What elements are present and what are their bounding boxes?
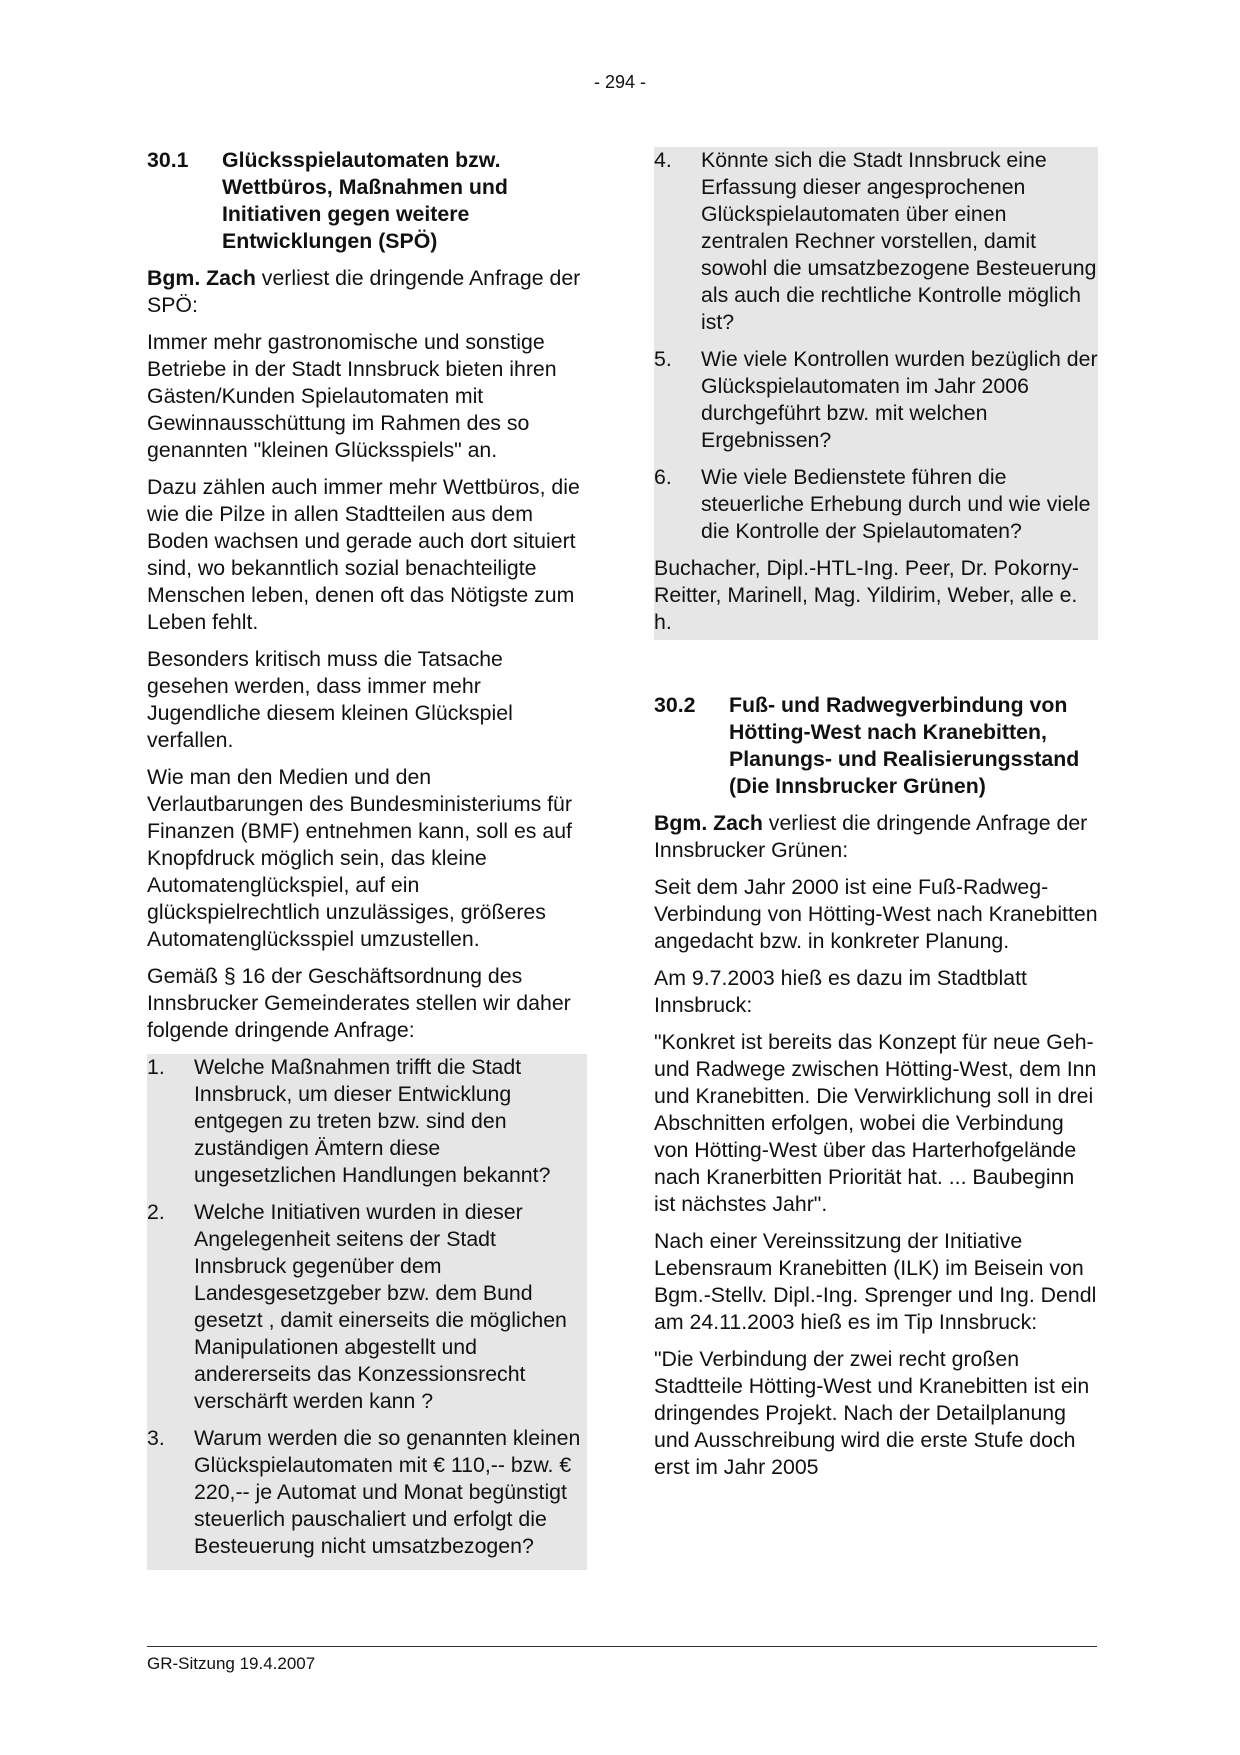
question-list-part-1 <box>147 1054 587 1570</box>
question-item <box>147 1425 587 1570</box>
question-text: Wie viele Kontrollen wurden bezüglich der Glückspielautomaten im Jahr 2006 durchgeführt bzw. mit welchen Ergebnissen? <box>701 347 1098 452</box>
question-number: 3. <box>147 1426 165 1450</box>
section-number: 30.1 <box>147 148 189 172</box>
intro-text: verliest die dringende Anfrage der SPÖ: <box>147 266 581 317</box>
question-item <box>147 1054 587 1199</box>
question-item <box>147 1199 587 1425</box>
paragraph: Besonders kritisch muss die Tatsache gesehen werden, dass immer mehr Jugendliche diesem kleinen Glückspiel verfallen. <box>147 647 513 752</box>
question-item <box>654 464 1098 555</box>
paragraph: Seit dem Jahr 2000 ist eine Fuß-Radweg-Verbindung von Hötting-West nach Kranebitten angedacht bzw. in konkreter Planung. <box>654 875 1098 953</box>
right-column <box>654 147 1098 1491</box>
section-title: Glücksspielautomaten bzw. Wettbüros, Maßnahmen und Initiativen gegen weitere Entwicklungen (SPÖ) <box>222 148 508 253</box>
question-text: Warum werden die so genannten kleinen Glückspielautomaten mit € 110,-- bzw. € 220,-- je Automat und Monat begünstigt steuerlich pauschaliert und erfolgt die Besteuerung nicht umsatzbezogen? <box>194 1426 581 1558</box>
question-text: Wie viele Bedienstete führen die steuerliche Erhebung durch und wie viele die Kontrolle der Spielautomaten? <box>701 465 1091 543</box>
section-title: Fuß- und Radwegverbindung von Hötting-West nach Kranebitten, Planungs- und Realisierungsstand (Die Innsbrucker Grünen) <box>729 693 1080 798</box>
question-list-part-2 <box>654 147 1098 640</box>
paragraph: Wie man den Medien und den Verlautbarungen des Bundesministeriums für Finanzen (BMF) entnehmen kann, soll es auf Knopfdruck möglich sein, das kleine Automatenglückspiel, auf ein glückspielrechtlich unzulässiges, größeres Automatenglücksspiel umzustellen. <box>147 765 572 951</box>
question-number: 5. <box>654 347 672 371</box>
question-text: Welche Initiativen wurden in dieser Angelegenheit seitens der Stadt Innsbruck gegenüber dem Landesgesetzgeber bzw. dem Bund gesetzt , damit einerseits die möglichen Manipulationen abgestellt und andererseits das Konzessionsrecht verschärft werden kann ? <box>194 1200 567 1413</box>
speaker-name: Bgm. Zach <box>654 811 763 835</box>
question-text: Könnte sich die Stadt Innsbruck eine Erfassung dieser angesprochenen Glückspielautomaten über einen zentralen Rechner vorstellen, damit sowohl die umsatzbezogene Besteuerung als auch die rechtliche Kontrolle möglich ist? <box>701 148 1097 334</box>
question-number: 1. <box>147 1055 165 1079</box>
speaker-name: Bgm. Zach <box>147 266 256 290</box>
signers: Buchacher, Dipl.-HTL-Ing. Peer, Dr. Pokorny-Reitter, Marinell, Mag. Yildirim, Weber, alle e. h. <box>654 556 1079 634</box>
paragraph: Dazu zählen auch immer mehr Wettbüros, die wie die Pilze in allen Stadtteilen aus dem Boden wachsen und gerade auch dort situiert sind, wo bekanntlich sozial benachteiligte Menschen leben, denen oft das Nötigste zum Leben fehlt. <box>147 475 580 634</box>
question-number: 6. <box>654 465 672 489</box>
intro-paragraph <box>654 810 1098 864</box>
quote-paragraph: "Die Verbindung der zwei recht großen Stadtteile Hötting-West und Kranebitten ist ein dringendes Projekt. Nach der Detailplanung und Ausschreibung wird die erste Stufe doch erst im Jahr 2005 <box>654 1347 1090 1479</box>
intro-text: verliest die dringende Anfrage der Innsbrucker Grünen: <box>654 811 1088 862</box>
section-heading-30-1 <box>147 147 587 255</box>
question-number: 2. <box>147 1200 165 1224</box>
question-item <box>654 346 1098 464</box>
intro-paragraph <box>147 265 587 319</box>
question-item <box>654 147 1098 346</box>
paragraph: Nach einer Vereinssitzung der Initiative Lebensraum Kranebitten (ILK) im Beisein von Bgm.-Stellv. Dipl.-Ing. Sprenger und Ing. Dendl am 24.11.2003 hieß es im Tip Innsbruck: <box>654 1229 1097 1334</box>
section-number: 30.2 <box>654 693 696 717</box>
quote-paragraph: "Konkret ist bereits das Konzept für neue Geh- und Radwege zwischen Hötting-West, dem Inn und Kranebitten. Die Verwirklichung soll in drei Abschnitten erfolgen, wobei die Verbindung von Hötting-West über das Harterhofgelände nach Kranerbitten Priorität hat. ... Baubeginn ist nächstes Jahr". <box>654 1030 1097 1216</box>
question-number: 4. <box>654 148 672 172</box>
paragraph: Gemäß § 16 der Geschäftsordnung des Innsbrucker Gemeinderates stellen wir daher folgende dringende Anfrage: <box>147 964 571 1042</box>
paragraph: Am 9.7.2003 hieß es dazu im Stadtblatt Innsbruck: <box>654 966 1027 1017</box>
paragraph: Immer mehr gastronomische und sonstige Betriebe in der Stadt Innsbruck bieten ihren Gästen/Kunden Spielautomaten mit Gewinnausschüttung im Rahmen des so genannten "kleinen Glücksspiels" an. <box>147 330 557 462</box>
question-text: Welche Maßnahmen trifft die Stadt Innsbruck, um dieser Entwicklung entgegen zu treten bzw. sind den zuständigen Ämtern diese ungesetzlichen Handlungen bekannt? <box>194 1055 551 1187</box>
page-number: - 294 - <box>593 72 647 92</box>
left-column <box>147 147 587 1570</box>
footer-divider <box>147 1646 1097 1647</box>
footer-text: GR-Sitzung 19.4.2007 <box>147 1654 316 1673</box>
section-heading-30-2 <box>654 692 1098 800</box>
